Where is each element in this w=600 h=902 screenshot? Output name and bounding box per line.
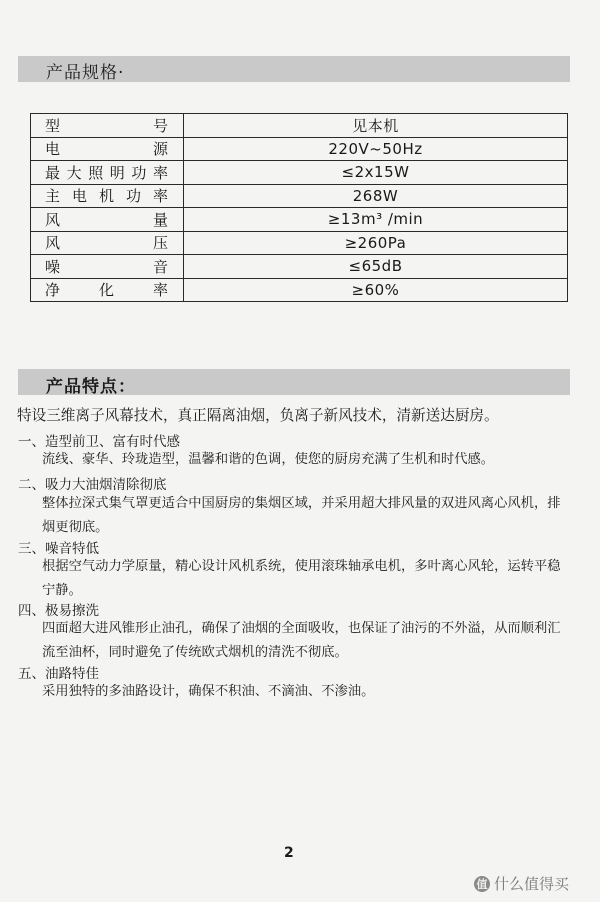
spec-label: 最大照明功率 — [31, 161, 184, 185]
spec-table — [30, 113, 568, 302]
spec-label: 噪音 — [31, 255, 184, 279]
feature-heading: 三、噪音特低 — [18, 541, 99, 557]
spec-value: 见本机 — [184, 114, 568, 138]
feature-body: 流线、豪华、玲珑造型，温馨和谐的色调，使您的厨房充满了生机和时代感。 — [42, 452, 495, 467]
spec-label: 电源 — [31, 137, 184, 161]
feature-heading: 四、极易擦洗 — [18, 603, 99, 619]
spec-row-air-volume — [31, 208, 568, 232]
spec-row-model — [31, 114, 568, 138]
feature-heading: 五、油路特佳 — [18, 666, 99, 682]
spec-row-purification — [31, 278, 568, 302]
watermark — [474, 873, 569, 894]
watermark-badge-icon: 值 — [474, 876, 490, 892]
spec-row-air-pressure — [31, 231, 568, 255]
spec-value: 268W — [184, 184, 568, 208]
spec-row-noise — [31, 255, 568, 279]
spec-label: 主电机功率 — [31, 184, 184, 208]
feature-body: 根据空气动力学原量，精心设计风机系统，使用滚珠轴承电机，多叶离心风轮，运转平稳宁静。 — [42, 559, 561, 598]
feature-heading: 一、造型前卫、富有时代感 — [18, 434, 180, 450]
spec-value: ≥60% — [184, 278, 568, 302]
features-intro: 特设三维离子风幕技术，真正隔离油烟，负离子新风技术，清新送达厨房。 — [17, 407, 499, 424]
spec-label: 风压 — [31, 231, 184, 255]
feature-body: 四面超大进风锥形止油孔，确保了油烟的全面吸收，也保证了油污的不外溢，从而顺利汇流至油杯，同时避免了传统欧式烟机的清洗不彻底。 — [42, 621, 561, 660]
feature-heading: 二、吸力大油烟清除彻底 — [18, 477, 167, 493]
spec-value: ≤2x15W — [184, 161, 568, 185]
spec-value: ≤65dB — [184, 255, 568, 279]
feature-body: 采用独特的多油路设计，确保不积油、不滴油、不渗油。 — [42, 684, 375, 699]
spec-row-motor-power — [31, 184, 568, 208]
spec-row-power-supply — [31, 137, 568, 161]
feature-body: 整体拉深式集气罩更适合中国厨房的集烟区域，并采用超大排风量的双进风离心风机，排烟更彻底。 — [42, 496, 561, 535]
page-number: 2 — [284, 845, 294, 861]
spec-label: 风量 — [31, 208, 184, 232]
spec-value: ≥13m³ /min — [184, 208, 568, 232]
spec-value: ≥260Pa — [184, 231, 568, 255]
spec-row-lighting-power — [31, 161, 568, 185]
spec-label: 型号 — [31, 114, 184, 138]
spec-label: 净化率 — [31, 278, 184, 302]
spec-section-title: 产品规格· — [46, 63, 125, 83]
spec-value: 220V~50Hz — [184, 137, 568, 161]
features-section-title: 产品特点： — [46, 377, 136, 397]
watermark-text: 什么值得买 — [494, 875, 570, 893]
